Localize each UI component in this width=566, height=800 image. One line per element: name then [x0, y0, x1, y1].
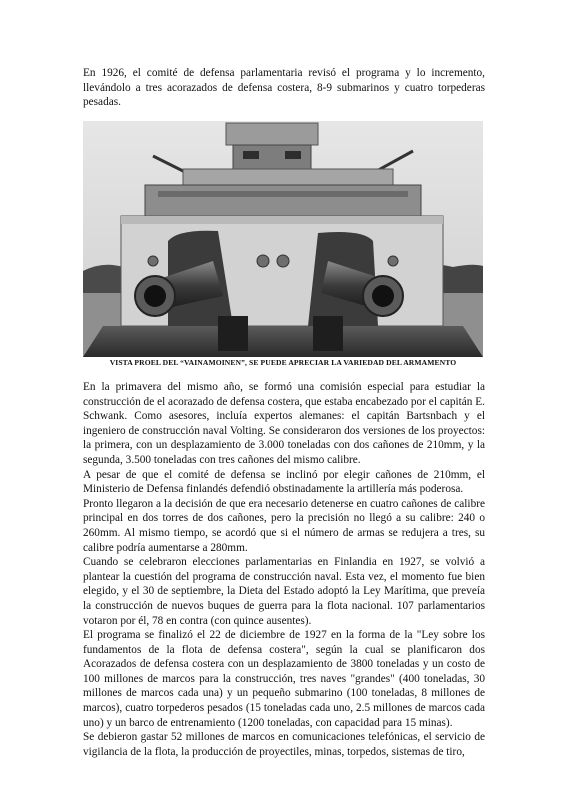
- paragraph: El programa se finalizó el 22 de diciembre de 1927 en la forma de la "Ley sobre los fundamentos de la flota de defensa costera", según la cual se planificaron dos Acorazados de defensa costera con un desplazamiento de 3800 toneladas y un costo de 100 millones de marcos para la construcción, tres naves "grandes" (400 toneladas, 30 millones de marcos cada una) y un pequeño submarino (100 toneladas, 8 millones de marcos), cuatro torpederos pesados (15 toneladas cada uno, 2.5 millones de marcos cada uno) y un barco de entrenamiento (1200 toneladas, con capacidad para 15 minas).: [83, 629, 485, 729]
- warship-bow-illustration: [83, 121, 483, 357]
- intro-paragraph: En 1926, el comité de defensa parlamentaria revisó el programa y lo incremento, llevándolo a tres acorazados de defensa costera, 8-9 submarinos y cuatro torpederas pesadas.: [83, 67, 485, 109]
- photo-caption: VISTA PROEL DEL “VAINAMOINEN”, SE PUEDE APRECIAR LA VARIEDAD DEL ARMAMENTO: [109, 358, 457, 367]
- paragraph: Se debieron gastar 52 millones de marcos en comunicaciones telefónicas, el servicio de vigilancia de la flota, la producción de proyectiles, minas, torpedos, sistemas de tiro,: [83, 731, 485, 758]
- paragraph: Cuando se celebraron elecciones parlamentarias en Finlandia en 1927, se volvió a plantear la cuestión del programa de construcción naval. Esta vez, el momento fue bien elegido, y el 30 de septiembre, la Dieta del Estado adoptó la Ley Marítima, que preveía la construcción de nuevos buques de guerra para la flota nacional. 107 parlamentarios votaron por él, 78 en contra (con quince ausentes).: [83, 556, 485, 627]
- warship-photo: [83, 121, 483, 357]
- paragraph: En la primavera del mismo año, se formó una comisión especial para estudiar la construcción de el acorazado de defensa costera, que estaba encabezado por el capitán E. Schwank. Como asesores, incluía expertos alemanes: el capitán Bartsnbach y el ingeniero de construcción naval Volting. Se consideraron dos versiones de los proyectos: la primera, con un desplazamiento de 3.000 toneladas con dos cañones de 210mm, y la segunda, 3.500 toneladas con tres cañones del mismo calibre.: [83, 381, 485, 466]
- paragraph: Pronto llegaron a la decisión de que era necesario detenerse en cuatro cañones de calibre principal en dos torres de dos cañones, pero la precisión no llegó a su calibre: 240 o 260mm. Al mismo tiempo, se acordó que si el número de armas se redujera a tres, su calibre podría aumentarse a 280mm.: [83, 497, 485, 554]
- paragraph: A pesar de que el comité de defensa se inclinó por elegir cañones de 210mm, el Ministerio de Defensa finlandés defendió obstinadamente la artillería más poderosa.: [83, 468, 485, 496]
- body-text: [83, 380, 485, 759]
